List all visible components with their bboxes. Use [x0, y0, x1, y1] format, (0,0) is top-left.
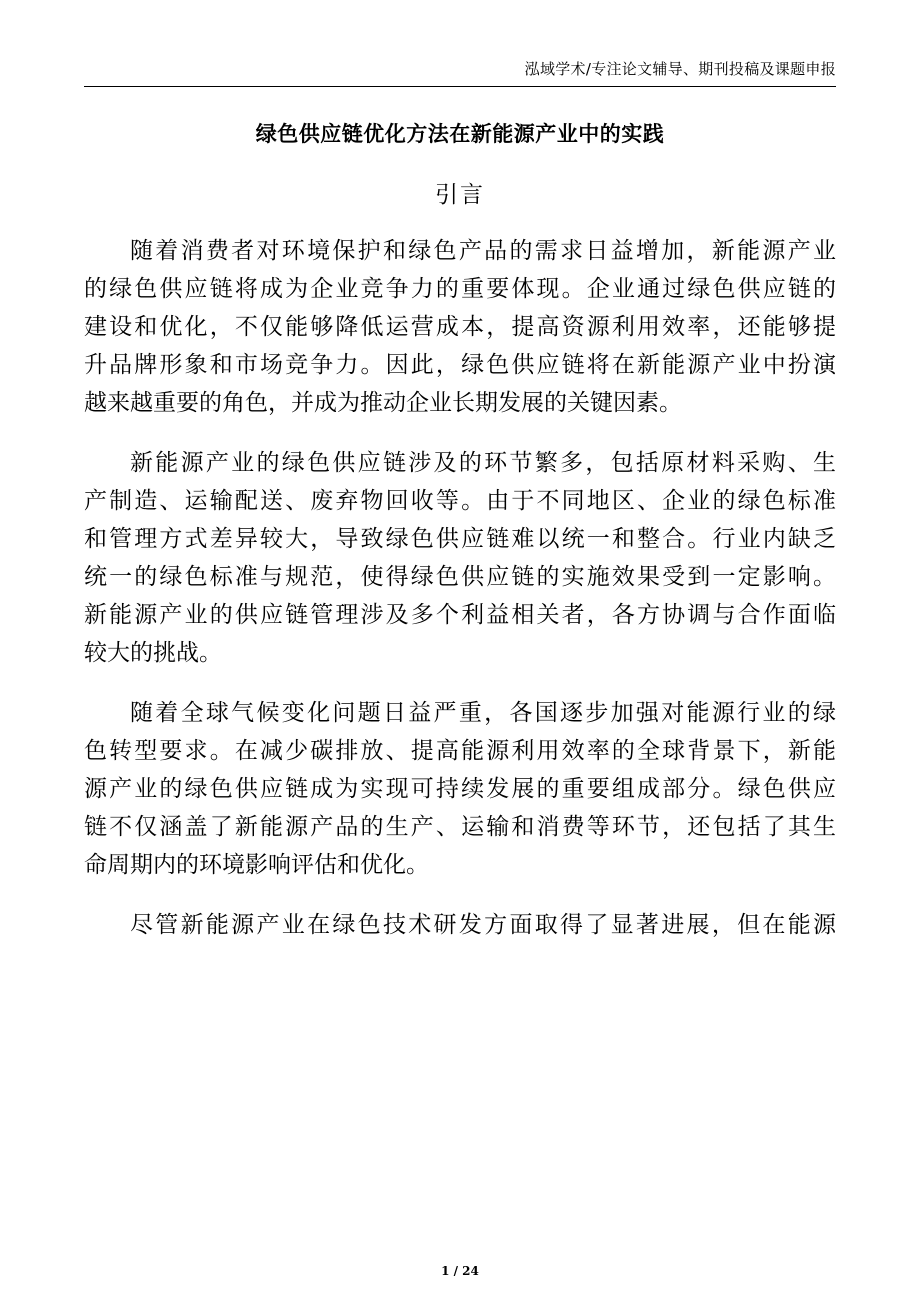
- text-line: 随着消费者对环境保护和绿色产品的需求日益增加，新能源产业: [130, 238, 836, 264]
- text-line: 链不仅涵盖了新能源产品的生产、运输和消费等环节，还包括了其生: [84, 814, 836, 840]
- page-number: 1 / 24: [441, 1264, 479, 1278]
- text-line: 色转型要求。在减少碳排放、提高能源利用效率的全球背景下，新能: [84, 738, 836, 764]
- text-line: 较大的挑战。: [84, 640, 222, 666]
- text-line: 源产业的绿色供应链成为实现可持续发展的重要组成部分。绿色供应: [84, 776, 836, 802]
- paragraph-1: [84, 232, 836, 422]
- paragraph-3: [84, 694, 836, 884]
- body-text: [84, 232, 836, 966]
- section-heading: 引言: [435, 182, 485, 208]
- text-line: 升品牌形象和市场竞争力。因此，绿色供应链将在新能源产业中扮演: [84, 352, 836, 378]
- text-line: 越来越重要的角色，并成为推动企业长期发展的关键因素。: [84, 390, 682, 416]
- paragraph-2: [84, 444, 836, 672]
- text-line: 随着全球气候变化问题日益严重，各国逐步加强对能源行业的绿: [130, 700, 836, 726]
- paragraph-4: [84, 906, 836, 944]
- text-line: 产制造、运输配送、废弃物回收等。由于不同地区、企业的绿色标准: [84, 488, 836, 514]
- text-line: 新能源产业的供应链管理涉及多个利益相关者，各方协调与合作面临: [84, 602, 836, 628]
- text-line: 和管理方式差异较大，导致绿色供应链难以统一和整合。行业内缺乏: [84, 526, 836, 552]
- text-line: 统一的绿色标准与规范，使得绿色供应链的实施效果受到一定影响。: [84, 564, 836, 590]
- text-line: 命周期内的环境影响评估和优化。: [84, 852, 429, 878]
- header-divider: [84, 86, 836, 87]
- text-line: 建设和优化，不仅能够降低运营成本，提高资源利用效率，还能够提: [84, 314, 836, 340]
- text-line: 尽管新能源产业在绿色技术研发方面取得了显著进展，但在能源: [130, 912, 836, 938]
- text-line: 的绿色供应链将成为企业竞争力的重要体现。企业通过绿色供应链的: [84, 276, 836, 302]
- text-line: 新能源产业的绿色供应链涉及的环节繁多，包括原材料采购、生: [130, 450, 836, 476]
- page-header: 泓域学术/专注论文辅导、期刊投稿及课题申报: [524, 60, 836, 78]
- document-title: 绿色供应链优化方法在新能源产业中的实践: [255, 122, 665, 146]
